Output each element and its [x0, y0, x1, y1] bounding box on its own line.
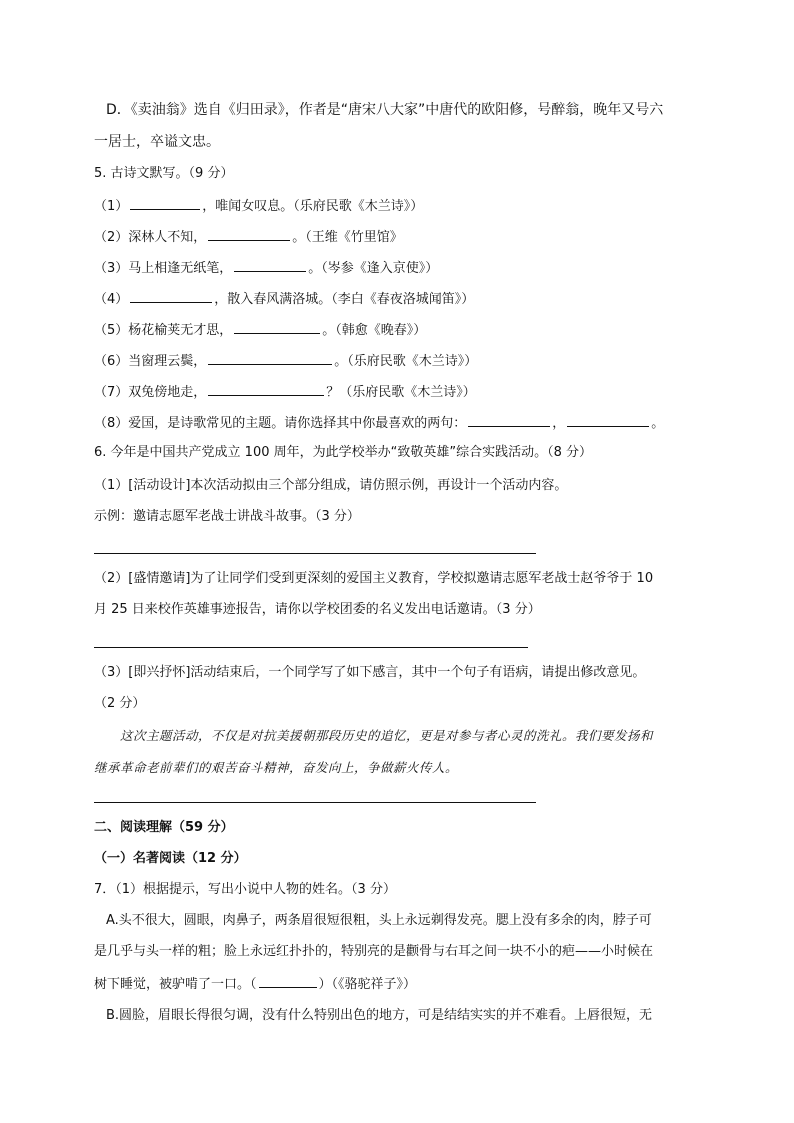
- answer-blank[interactable]: [208, 226, 290, 241]
- q5-item-number: （5）: [94, 323, 129, 338]
- q6-quote-line1: 这次主题活动，不仅是对抗美援朝那段历史的追忆，更是对参与者心灵的洗礼。我们要发扬和: [120, 728, 654, 743]
- answer-blank[interactable]: [130, 195, 200, 210]
- answer-line[interactable]: [94, 647, 528, 648]
- answer-blank[interactable]: [468, 412, 550, 427]
- q5-header: 5. 古诗文默写。（9 分）: [94, 166, 234, 181]
- answer-blank[interactable]: [208, 381, 324, 396]
- q5-item-3: [94, 257, 438, 279]
- answer-line[interactable]: [94, 553, 536, 554]
- q6-header: 6. 今年是中国共产党成立 100 周年，为此学校举办“致敬英雄”综合实践活动。（8 分）: [94, 445, 592, 460]
- q5-item-text: 当窗理云鬓，: [128, 354, 207, 369]
- q5-item-6: [94, 350, 477, 372]
- q7-a-line3-text: ）（《骆驼祥子》）: [318, 977, 417, 992]
- q7-a-line2: 是几乎与头一样的粗；脸上永远红扑扑的，特别亮的是颧骨与右耳之间一块不小的疤——小时候在: [94, 944, 654, 959]
- answer-blank[interactable]: [259, 973, 317, 988]
- answer-blank[interactable]: [234, 319, 320, 334]
- q6-sub3-line1: （3）[即兴抒怀]活动结束后，一个同学写了如下感言，其中一个句子有语病，请提出修改意见。: [94, 665, 646, 680]
- q6-sub1: （1）[活动设计]本次活动拟由三个部分组成，请仿照示例，再设计一个活动内容。: [94, 478, 568, 493]
- q6-sub2-line2: 月 25 日来校作英雄事迹报告，请你以学校团委的名义发出电话邀请。（3 分）: [94, 602, 541, 617]
- q5-item-8-separator: ，: [552, 416, 566, 431]
- q5-item-text: 。（乐府民歌《木兰诗》）: [334, 354, 478, 369]
- q7-header: 7．（1）根据提示，写出小说中人物的姓名。（3 分）: [94, 882, 396, 897]
- q5-item-7: [94, 381, 476, 403]
- q5-item-8-text: （8）爱国，是诗歌常见的主题。请你选择其中你最喜欢的两句：: [94, 416, 467, 431]
- q5-item-number: （7）: [94, 385, 129, 400]
- q5-item-number: （4）: [94, 292, 129, 307]
- q7-a-line3: [94, 973, 416, 995]
- q5-item-text: ，唯闻女叹息。（乐府民歌《木兰诗》）: [202, 199, 424, 214]
- answer-blank[interactable]: [567, 412, 649, 427]
- q5-item-number: （2）: [94, 230, 129, 245]
- q7-a-line3-text: 树下睡觉，被驴啃了一口。（: [94, 977, 257, 992]
- q4-option-d-line1: D．《卖油翁》选自《归田录》，作者是“唐宋八大家”中唐代的欧阳修，号醉翁，晚年又号六: [106, 102, 664, 118]
- q5-item-text: 。（王维《竹里馆》: [292, 230, 403, 245]
- q5-item-2: [94, 226, 403, 248]
- q5-item-text: 马上相逢无纸笔，: [128, 261, 233, 276]
- answer-blank[interactable]: [130, 288, 212, 303]
- q5-item-8: [94, 412, 664, 434]
- answer-blank[interactable]: [208, 350, 332, 365]
- q5-item-text: 双兔傍地走，: [128, 385, 207, 400]
- answer-line[interactable]: [94, 802, 536, 803]
- q5-item-5: [94, 319, 426, 341]
- q5-item-number: （6）: [94, 354, 129, 369]
- q5-item-number: （1）: [94, 199, 129, 214]
- q7-a-line1: A.头不很大，圆眼，肉鼻子，两条眉很短很粗，头上永远剃得发亮。腮上没有多余的肉，脖子可: [106, 913, 652, 928]
- q5-item-text: ？（乐府民歌《木兰诗》）: [326, 385, 476, 400]
- q5-item-1: [94, 195, 423, 217]
- q7-b-line1: B.圆脸，眉眼长得很匀调，没有什么特别出色的地方，可是结结实实的并不难看。上唇很短，无: [106, 1008, 653, 1023]
- q5-item-text: ，散入春风满洛城。（李白《春夜洛城闻笛》）: [214, 292, 475, 307]
- q5-item-text: 杨花榆荚无才思，: [128, 323, 233, 338]
- q5-item-text: 深林人不知，: [128, 230, 207, 245]
- q6-sub3-line2: （2 分）: [94, 696, 146, 711]
- answer-blank[interactable]: [234, 257, 306, 272]
- q5-item-text: 。（韩愈《晚春》）: [322, 323, 427, 338]
- q5-item-4: [94, 288, 474, 310]
- q6-quote-line2: 继承革命老前辈们的艰苦奋斗精神，奋发向上，争做薪火传人。: [94, 760, 459, 775]
- q6-sub2-line1: （2）[盛情邀请]为了让同学们受到更深刻的爱国主义教育，学校拟邀请志愿军老战士赵爷爷于 10: [94, 571, 654, 586]
- q5-item-8-end: 。: [651, 416, 665, 431]
- q4-option-d-line2: 一居士，卒谥文忠。: [94, 134, 220, 150]
- q6-sub1-example: 示例：邀请志愿军老战士讲战斗故事。（3 分）: [94, 509, 360, 524]
- section-subtitle: （一）名著阅读（12 分）: [94, 851, 247, 866]
- q5-item-text: 。（岑参《逢入京使》）: [308, 261, 439, 276]
- q5-item-number: （3）: [94, 261, 129, 276]
- section-title: 二、阅读理解（59 分）: [94, 820, 234, 835]
